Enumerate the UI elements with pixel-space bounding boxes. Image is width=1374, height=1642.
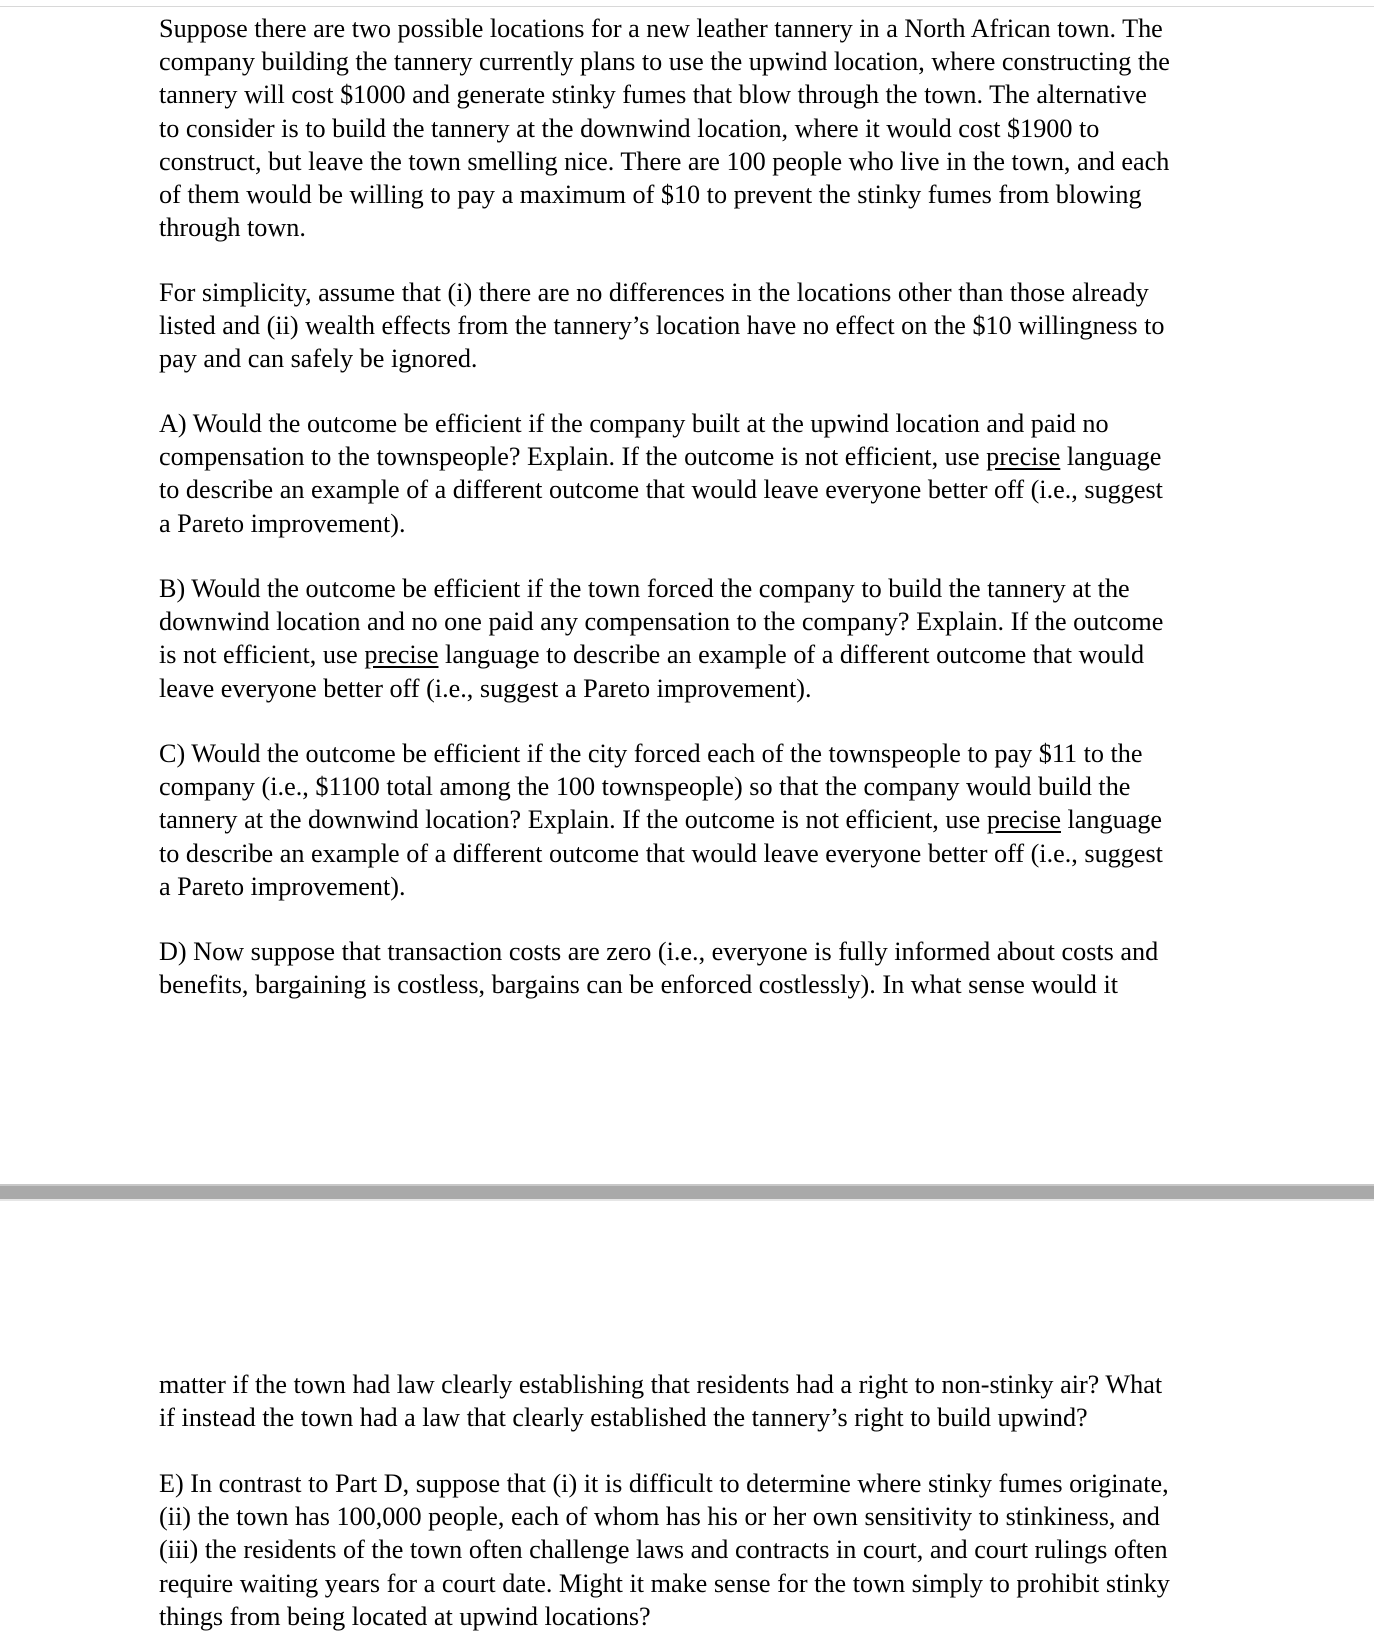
text-line: benefits, bargaining is costless, bargains can be enforced costlessly). In what sense would it [159,970,1119,1000]
text-line: if instead the town had a law that clearly established the tannery’s right to build upwind? [159,1403,1088,1433]
text-line: For simplicity, assume that (i) there are no differences in the locations other than those already [159,278,1149,307]
text-line: leave everyone better off (i.e., suggest a Pareto improvement). [159,673,812,703]
text-line: (iii) the residents of the town often challenge laws and contracts in court, and court rulings often [159,1535,1168,1565]
text-segment: is not efficient, use [159,640,365,670]
text-line: a Pareto improvement). [159,508,406,538]
text-line [159,803,1299,836]
text-line: a Pareto improvement). [159,871,406,901]
text-line: construct, but leave the town smelling nice. There are 100 people who live in the town, and each [159,146,1170,176]
text-segment: language to describe an example of a different outcome that would [438,640,1145,670]
text-line: Suppose there are two possible locations for a new leather tannery in a North African town. The [159,14,1163,43]
text-line: require waiting years for a court date. Might it make sense for the town simply to prohibit stinky [159,1568,1170,1598]
text-line: (ii) the town has 100,000 people, each of whom has his or her own sensitivity to stinkiness, and [159,1502,1160,1532]
text-line: tannery will cost $1000 and generate stinky fumes that blow through the town. The alternative [159,80,1147,110]
text-line: through town. [159,213,306,243]
text-line: company (i.e., $1100 total among the 100 townspeople) so that the company would build the [159,772,1131,802]
text-line: of them would be willing to pay a maximum of $10 to prevent the stinky fumes from blowing [159,180,1142,210]
text-line: company building the tannery currently plans to use the upwind location, where constructing the [159,47,1170,77]
question-a [159,407,1299,540]
text-line: pay and can safely be ignored. [159,344,478,374]
text-line: listed and (ii) wealth effects from the tannery’s location have no effect on the $10 willingness to [159,311,1165,341]
question-b [159,572,1299,705]
document-page-1 [0,8,1374,1184]
text-line: to consider is to build the tannery at the downwind location, where it would cost $1900 to [159,113,1100,143]
text-line: things from being located at upwind locations? [159,1601,651,1631]
text-line: B) Would the outcome be efficient if the town forced the company to build the tannery at the [159,574,1130,603]
text-line [159,638,1299,671]
top-border-line [0,6,1374,7]
text-line: to describe an example of a different outcome that would leave everyone better off (i.e., suggest [159,475,1163,505]
text-line: A) Would the outcome be efficient if the company built at the upwind location and paid no [159,409,1109,438]
text-segment: language [1060,442,1162,472]
text-line: matter if the town had law clearly establishing that residents had a right to non-stinky air? What [159,1370,1163,1399]
question-c [159,737,1299,903]
text-line: to describe an example of a different outcome that would leave everyone better off (i.e., suggest [159,838,1163,868]
text-line: downwind location and no one paid any compensation to the company? Explain. If the outcome [159,607,1164,637]
emphasis-precise: precise [986,442,1061,472]
question-d-continued [159,1368,1299,1434]
emphasis-precise: precise [364,640,439,670]
text-segment: compensation to the townspeople? Explain. If the outcome is not efficient, use [159,442,987,472]
intro-paragraph [159,12,1299,244]
text-line [159,440,1299,473]
page-break-separator [0,1184,1374,1201]
text-line: D) Now suppose that transaction costs are zero (i.e., everyone is fully informed about costs and [159,937,1159,966]
question-e [159,1467,1299,1633]
document-page-2 [0,1201,1374,1642]
assumptions-paragraph [159,276,1299,376]
text-line: C) Would the outcome be efficient if the city forced each of the townspeople to pay $11 to the [159,739,1143,768]
text-line: E) In contrast to Part D, suppose that (i) it is difficult to determine where stinky fumes originate, [159,1469,1169,1498]
question-d-start [159,935,1299,1001]
text-segment: tannery at the downwind location? Explain. If the outcome is not efficient, use [159,805,987,835]
text-segment: language [1060,805,1163,835]
page-break-edge [0,1184,1374,1186]
emphasis-precise: precise [986,805,1061,835]
